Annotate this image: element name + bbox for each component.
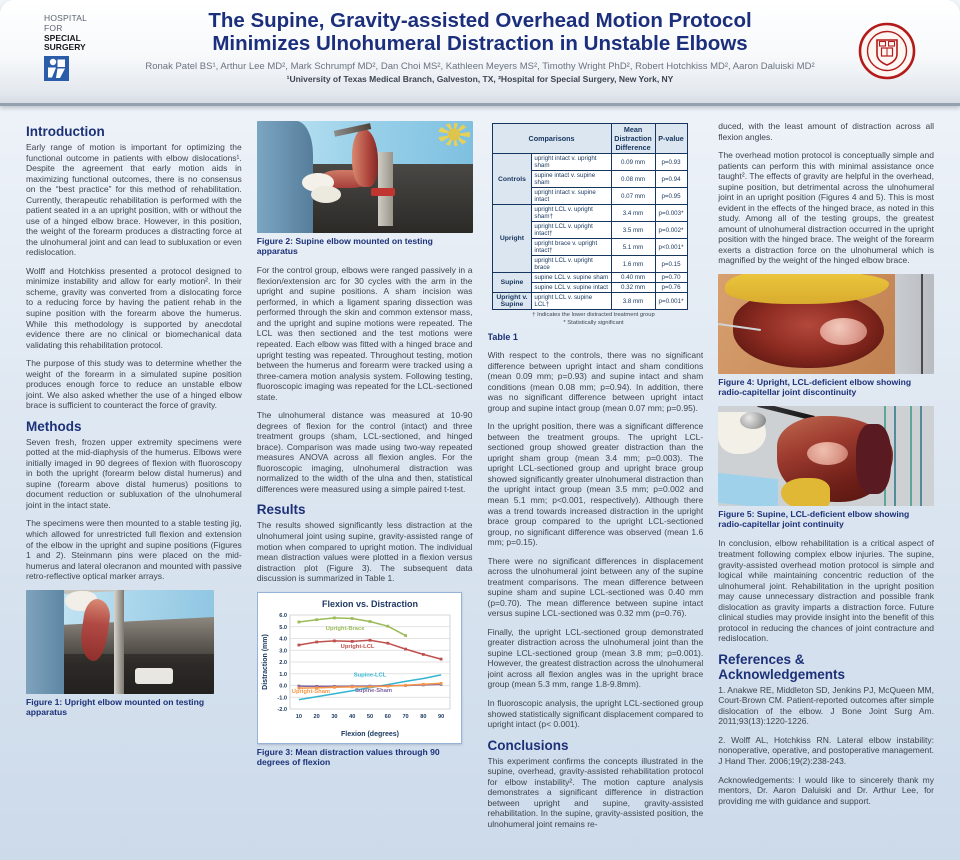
- mean-distraction-cell: 0.32 mm: [611, 283, 655, 293]
- figure5-caption: Figure 5: Supine, LCL-deficient elbow showing radio-capitellar joint continuity: [718, 509, 910, 530]
- table-group-cell: Supine: [492, 273, 532, 293]
- acknowledgements-text: Acknowledgements: I would like to sincerely thank my mentors, Dr. Aaron Daluiski and Dr. Arthur Lee, for providing me with guidance and support.: [718, 774, 934, 806]
- pvalue-cell: p=0.003*: [655, 205, 687, 222]
- pvalue-cell: p=0.15: [655, 256, 687, 273]
- figure3-chart: [257, 592, 462, 744]
- svg-text:-1.0: -1.0: [277, 694, 287, 701]
- conclusion-paragraph: In conclusion, elbow rehabilitation is a critical aspect of treatment following complex elbow injuries. The supine, gravity-assisted overhead motion protocol is simple and logical while maintaining concentric reduction of the ulnohumeral joint. Rehabilitation in the upright position may cause unnecessary distraction and possible frank dislocation as gravity imparts a distraction force. Future clinical studies may provide insight into the benefit of this protocol in reducing the chances of joint contracture and redislocation.: [718, 538, 934, 644]
- hss-logo-line2: FOR: [44, 22, 63, 33]
- table1-label: Table 1: [487, 332, 518, 343]
- comparison-cell: supine intact v. supine sham: [532, 171, 611, 188]
- poster-body: [0, 109, 960, 860]
- svg-text:30: 30: [331, 713, 338, 720]
- results-paragraph: Finally, the upright LCL-sectioned group demonstrated greater distraction across the ulnohumeral joint than the supine LCL-sectioned group (mean 3.8 mm; p=0.001). However, the greatest distraction across the ulnohumeral joint across all flexion angles was in the upright brace group (mean 5.3 mm, range 1.8-9.8mm).: [487, 626, 704, 690]
- table-header-pvalue: P-value: [655, 124, 687, 154]
- pvalue-cell: p=0.95: [655, 188, 687, 205]
- hss-logo-line1: HOSPITAL: [44, 13, 88, 23]
- discussion-paragraph: The overhead motion protocol is conceptually simple and patients can perform this with minimal assistance once taught². The effects of gravity are helpful in the overhead, supine position, but detrimental across the ulnohumeral joint in an upright position (Figures 4 and 5). This is most evident in the effects of the hinged brace, as noted in this study. Among all of the testing groups, the greatest amount of ulnohumeral distraction occurred in the upright position with the hinged brace. The weight of the forearm exerts a distraction force on the ulnohumeral which is magnified by the weight of the hinged elbow brace.: [718, 150, 934, 266]
- svg-text:Supine-Sham: Supine-Sham: [354, 687, 392, 694]
- svg-text:-2.0: -2.0: [277, 706, 287, 713]
- comparison-cell: supine LCL v. supine intact: [532, 283, 611, 293]
- reference-item: 2. Wolff AL, Hotchkiss RN. Lateral elbow instability: nonoperative, operative, and postoperative management. J Hand Ther. 2006;19(2):238-243.: [718, 734, 934, 766]
- figure1-caption: Figure 1: Upright elbow mounted on testing apparatus: [26, 696, 205, 717]
- comparison-cell: upright brace v. upright intact†: [532, 239, 611, 256]
- svg-text:Supine-LCL: Supine-LCL: [353, 671, 387, 678]
- comparison-cell: supine LCL v. supine sham: [532, 273, 611, 283]
- table-row: [492, 205, 687, 222]
- table1-footnotes: [496, 312, 692, 327]
- pvalue-cell: p=0.002*: [655, 222, 687, 239]
- mean-distraction-cell: 0.08 mm: [611, 171, 655, 188]
- figure5-photo: [718, 406, 934, 506]
- mean-distraction-cell: 3.5 mm: [611, 222, 655, 239]
- table-group-cell: Upright v. Supine: [492, 293, 532, 310]
- affiliations-line: ¹University of Texas Medical Branch, Galveston, TX, ²Hospital for Special Surgery, New York, NY: [286, 73, 674, 84]
- comparison-cell: upright LCL v. upright sham†: [532, 205, 611, 222]
- results-paragraph: With respect to the controls, there was no significant difference between upright intact and sham conditions (mean 0.09 mm; p=0.93) and supine intact and sham conditions (mean 0.08 mm; p=0.94). In addition, there was no significant difference between upright intact group and supine intact group (mean 0.07 mm; p=0.95).: [487, 350, 704, 413]
- hss-logo-line3: SPECIAL: [44, 32, 81, 43]
- cornell-seal-icon: [858, 22, 916, 80]
- svg-text:70: 70: [402, 713, 409, 720]
- table-footnote: * Statistically significant: [563, 319, 624, 326]
- authors-line: Ronak Patel BS¹, Arthur Lee MD², Mark Schrumpf MD², Dan Choi MS², Kathleen Meyers MS², Timothy Wright PhD², Robert Hotchkiss MD², Aaron Daluiski MD²: [145, 60, 815, 72]
- mean-distraction-cell: 5.1 mm: [611, 239, 655, 256]
- methods-paragraph: The specimens were then mounted to a stable testing jig, which allowed for unrestricted full flexion and extension of the elbow in the upright and supine positions (Figures 1 and 2). Steinmann pins were placed on the mid-humerus and lateral olecranon and mounted with passive retro-reflective optical marker arrays.: [26, 518, 242, 582]
- svg-text:Upright-Brace: Upright-Brace: [325, 625, 365, 632]
- mean-distraction-cell: 3.4 mm: [611, 205, 655, 222]
- column-methods-results: [257, 121, 473, 850]
- introduction-paragraph: The purpose of this study was to determine whether the weight of the forearm in a simulated supine position produces enough force to reduce an unstable elbow joint. We also asked whether the use of a hinged elbow brace is sufficient to counteract the force of gravity.: [26, 358, 242, 411]
- header-titles: [120, 10, 840, 84]
- results-heading: Results: [256, 502, 306, 518]
- table-row: [492, 273, 687, 283]
- svg-text:Flexion vs. Distraction: Flexion vs. Distraction: [321, 598, 418, 609]
- svg-text:10: 10: [295, 713, 302, 720]
- svg-text:Distraction (mm): Distraction (mm): [261, 633, 269, 690]
- table-header-row: [492, 124, 687, 154]
- table-header-comparisons: Comparisons: [492, 124, 611, 154]
- reference-item: 1. Anakwe RE, Middleton SD, Jenkins PJ, McQueen MM, Court-Brown CM. Patient-reported outcomes after simple dislocation of the elbow. J Bone Joint Surg Am. 2011;93(13):1220-1226.: [718, 684, 934, 727]
- svg-text:90: 90: [437, 713, 444, 720]
- table1: [492, 123, 704, 327]
- table-row: [492, 293, 687, 310]
- methods-heading: Methods: [26, 418, 82, 434]
- svg-text:20: 20: [313, 713, 320, 720]
- pvalue-cell: p<0.001*: [655, 239, 687, 256]
- introduction-paragraph: Wolff and Hotchkiss presented a protocol designed to minimize instability and allow for early motion². In their scheme, gravity was converted from a dislocating force to a reducing force by having the patient rehab in the supine position with the forearm above the humerus. While this methodology is supported by anecdotal evidence there are no clinical or biomechanical data validating this rehabilitation protocol.: [26, 265, 242, 350]
- figure2-caption: Figure 2: Supine elbow mounted on testing apparatus: [256, 236, 433, 257]
- figure2-photo: [257, 121, 473, 233]
- svg-text:4.0: 4.0: [278, 636, 287, 643]
- table-header-mean: Mean Distraction Difference: [611, 124, 655, 154]
- mean-distraction-cell: 0.09 mm: [611, 154, 655, 171]
- comparison-cell: upright intact v. supine intact: [532, 188, 611, 205]
- methods-paragraph: Seven fresh, frozen upper extremity specimens were potted at the mid-diaphysis of the humerus. Elbows were initially imaged in 90 degrees of flexion with fluoroscopy in both the upright (forearm below distal humerus) and supine (forearm above distal humerus) positions to document reduction or subluxation of the ulnohumeral joint in the intact state.: [26, 436, 242, 510]
- conclusions-heading: Conclusions: [487, 737, 569, 753]
- methods-paragraph: For the control group, elbows were ranged passively in a flexion/extension arc for 30 cycles with the arm in the upright and supine positions. A sham incision was performed, in which a ligament sparing dissection was performed through the skin and common extensor mass, and the upright and supine motions were repeated. The LCL was then sectioned and the test motions were repeated. Each elbow was fitted with a hinged brace and upright testing was repeated. Throughout testing, motion between the humerus and forearm were tracked using a three-camera motion analysis system. Following testing, fluoroscopic imaging was repeated for the LCL-sectioned state.: [256, 265, 473, 402]
- conclusions-paragraph: This experiment confirms the concepts illustrated in the supine, overhead, gravity-assisted rehabilitation protocol for elbow instability². The motion capture analysis demonstrates a significant difference in distraction between upright and supine, gravity-assisted rehabilitation. In the supine, gravity-assisted position, the ulnohumeral joint remains re-: [487, 755, 704, 829]
- mean-distraction-cell: 0.07 mm: [611, 188, 655, 205]
- table1-body: [492, 154, 687, 310]
- pvalue-cell: p=0.001*: [655, 293, 687, 310]
- hss-logo-line4: SURGERY: [44, 42, 86, 53]
- mean-distraction-cell: 3.8 mm: [611, 293, 655, 310]
- discussion-paragraph: duced, with the least amount of distraction across all flexion angles.: [718, 121, 934, 142]
- svg-text:60: 60: [384, 713, 391, 720]
- comparison-cell: upright LCL v. upright brace: [532, 256, 611, 273]
- pvalue-cell: p=0.70: [655, 273, 687, 283]
- table-row: [492, 154, 687, 171]
- svg-text:Upright-Sham: Upright-Sham: [291, 688, 330, 695]
- figure3-caption: Figure 3: Mean distraction values through 90 degrees of flexion: [256, 746, 440, 767]
- column-introduction-methods: [26, 121, 242, 850]
- svg-text:0.0: 0.0: [278, 683, 287, 690]
- svg-text:2.0: 2.0: [278, 659, 287, 666]
- results-paragraph: There were no significant differences in displacement across the ulnohumeral joint between any of the supine treatment comparisons. The mean difference between supine sham and supine LCL-sectioned was 0.40 mm (p=0.70). The mean difference between supine intact versus supine LCL-sectioned was 0.32 mm (p=0.76).: [487, 555, 704, 619]
- poster-title-line2: Minimizes Ulnohumeral Distraction in Unstable Elbows: [212, 31, 748, 55]
- poster-title-line1: The Supine, Gravity-assisted Overhead Motion Protocol: [208, 9, 752, 32]
- hss-figure-icon: [44, 56, 69, 81]
- table-group-cell: Controls: [492, 154, 532, 205]
- mean-distraction-cell: 0.40 mm: [611, 273, 655, 283]
- svg-text:Upright-LCL: Upright-LCL: [340, 643, 375, 650]
- results-paragraph: In fluoroscopic analysis, the upright LCL-sectioned group showed statistically significant displacement compared to upright intact (p< 0.001).: [487, 698, 704, 730]
- svg-text:80: 80: [419, 713, 427, 720]
- column-discussion-references: [718, 121, 934, 850]
- svg-text:Flexion (degrees): Flexion (degrees): [340, 730, 399, 738]
- table-footnote: † Indicates the lower distracted treatment group: [532, 312, 655, 318]
- figure4-caption: Figure 4: Upright, LCL-deficient elbow showing radio-capitellar joint discontinuity: [718, 376, 912, 398]
- svg-text:40: 40: [348, 713, 356, 720]
- figure4-photo: [718, 274, 934, 374]
- results-paragraph: In the upright position, there was a significant difference between the treatment groups. The upright LCL-sectioned group showed greater distraction than the upright sham group (mean 3.4 mm; p=0.003). The upright LCL-sectioned group and upright brace group showed significantly greater ulnohumeral distraction than the upright intact group (mean 3.5 mm; p=0.002 and mean 5.1 mm; p<0.001, respectively). Although there was a trend towards increased distraction in the upright brace group compared to the upright LCL-sectioned group, no significant difference was observed (mean 1.6 mm; p=0.15).: [487, 421, 704, 548]
- mean-distraction-cell: 1.6 mm: [611, 256, 655, 273]
- pvalue-cell: p=0.94: [655, 171, 687, 188]
- comparison-cell: upright intact v. upright sham: [532, 154, 611, 171]
- figure1-photo: [26, 590, 214, 694]
- svg-text:50: 50: [366, 713, 373, 720]
- comparison-cell: upright LCL v. supine LCL†: [532, 293, 611, 310]
- column-table-results: [488, 121, 704, 850]
- introduction-paragraph: Early range of motion is important for optimizing the functional outcome in patients with elbow dislocations¹. Despite the agreement that early motion aids in maximizing functional outcomes, there is no consensus on the “best practice” for this method of rehabilitation. Currently, therapeutic rehabilitation is performed with the patient seated in a an upright position, with or without the use of a hinged elbow brace. However, in this position, the weight of the forearm produces a distracting force at the ulnohumeral joint and can lead to subluxation or even redislocation.: [26, 142, 242, 258]
- svg-text:6.0: 6.0: [278, 612, 287, 619]
- pvalue-cell: p=0.93: [655, 154, 687, 171]
- table-group-cell: Upright: [492, 205, 532, 273]
- hss-logo: [44, 14, 87, 81]
- references-heading: References & Acknowledgements: [718, 651, 846, 682]
- svg-text:3.0: 3.0: [278, 647, 287, 654]
- poster-header: [0, 0, 960, 106]
- pvalue-cell: p=0.76: [655, 283, 687, 293]
- results-paragraph: The results showed significantly less distraction at the ulnohumeral joint using supine, gravity-assisted range of motion when compared to upright motion. The individual mean distraction values were plotted in a flexion versus distraction plot (Figure 3). The subsequent data discussion is summarized in Table 1.: [256, 520, 473, 584]
- svg-text:1.0: 1.0: [278, 671, 287, 678]
- methods-paragraph: The ulnohumeral distance was measured at 10-90 degrees of flexion for the control (intact) and three treatment groups (sham, LCL-sectioned, and hinged brace). Comparison was made using two-way repeated measures ANOVA across all flexion angles. For the fluoroscopic imaging, ulnohumeral distraction was normalized to the width of the ulna and then, statistical differences were measured using a simple paired t-test.: [256, 410, 473, 494]
- introduction-heading: Introduction: [26, 124, 105, 139]
- svg-text:5.0: 5.0: [278, 624, 287, 631]
- comparison-cell: upright LCL v. upright intact†: [532, 222, 611, 239]
